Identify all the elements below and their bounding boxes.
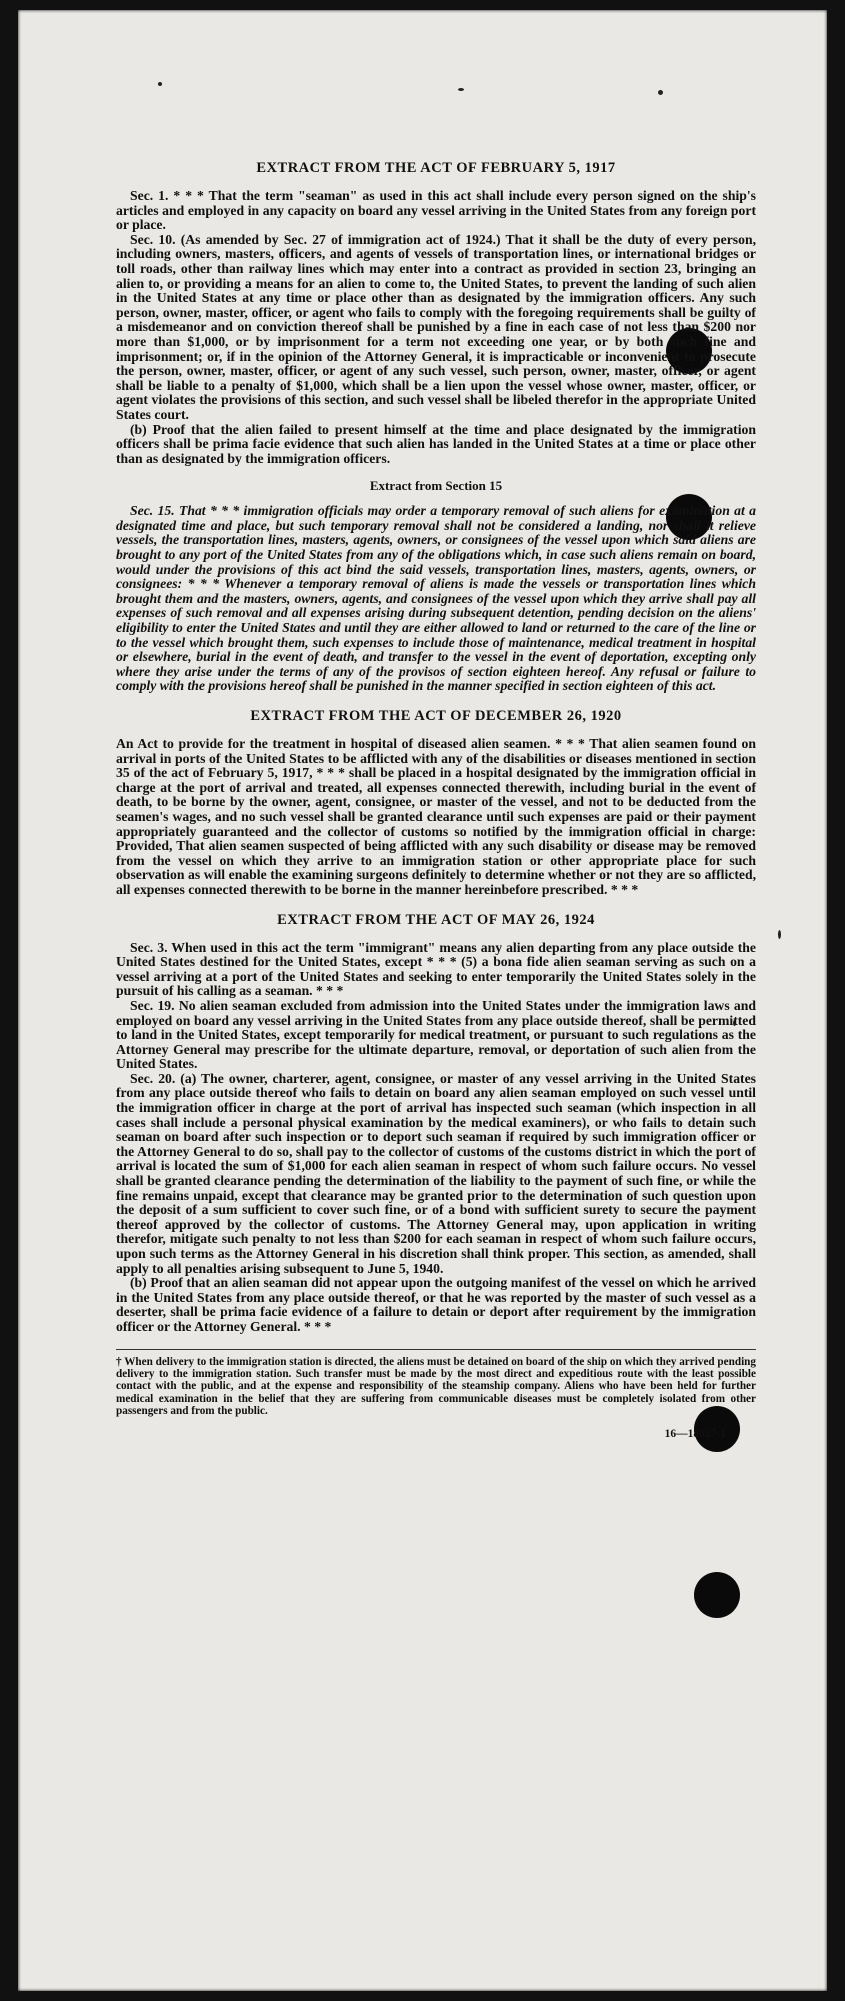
footnote: [116, 1349, 756, 1418]
paragraph: Sec. 20. (a) The owner, charterer, agent, consignee, or master of any vessel arriving in the United States from any place outside thereof who fails to detain on board any alien seaman employed on such vessel until the immigration officer in charge at the port of arrival has inspected such seaman (which inspection in all cases shall include a personal physical examination by the medical examiners), or who fails to detain such seaman on board after such inspection or to deport such seaman if required by such immigration officer or the Attorney General to do so, shall pay to the collector of customs of the customs district in which the port of arrival is located the sum of $1,000 for each alien seaman in respect of whom such failure occurs. No vessel shall be granted clearance pending the determination of the liability to the payment of such fine, or while the fine remains unpaid, except that clearance may be granted prior to the determination of such question upon the deposit of a sum sufficient to cover such fine, or of a bond with sufficient surety to secure the payment thereof approved by the collector of customs. The Attorney General may, upon application in writing therefor, mitigate such penalty to not less than $200 for each seaman in respect of whom such failure occurs, upon such terms as the Attorney General in his discretion shall think proper. This section, as amended, shall apply to all penalties arising subsequent to June 5, 1940.: [116, 1070, 756, 1276]
scan-speck: [658, 90, 663, 95]
section-heading: Extract from Section 15: [369, 478, 503, 494]
document-body: [116, 160, 756, 1440]
paragraph: Sec. 10. (As amended by Sec. 27 of immigration act of 1924.) That it shall be the duty of every person, including owners, masters, officers, and agents of vessels of transportation lines, or international bridges or toll roads, other than railway lines which may enter into a contract as provided in section 23, bringing an alien to, or providing a means for an alien to come to, the United States, to prevent the landing of such alien in the United States at any time or place other than as designated by the immigration officers. Any such person, owner, master, officer, or agent who fails to comply with the foregoing requirements shall be guilty of a misdemeanor and on conviction thereof shall be punished by a fine in each case of not less than $200 nor more than $1,000, or by imprisonment for a term not exceeding one year, or by both such fine and imprisonment; or, if in the opinion of the Attorney General, it is impracticable or inconvenient to prosecute the person, owner, master, officer, or agent of any such vessel, such person, owner, master, officer, or agent shall be liable to a penalty of $1,000, which shall be a lien upon the vessel whose owner, master, officer, or agent violates the provisions of this section, and such vessel shall be libeled therefor in the appropriate United States court.: [116, 231, 756, 422]
paragraph: Sec. 19. No alien seaman excluded from admission into the United States under the immigration laws and employed on board any vessel arriving in the United States from any place outside thereof, shall be permitted to land in the United States, except temporarily for medical treatment, or pursuant to such regulations as the Attorney General may prescribe for the ultimate departure, removal, or deportation of such alien from the United States.: [116, 997, 756, 1072]
section-heading: EXTRACT FROM THE ACT OF MAY 26, 1924: [277, 911, 595, 928]
paragraph: Sec. 3. When used in this act the term "immigrant" means any alien departing from any place outside the United States destined for the United States, except * * * (5) a bona fide alien seaman serving as such on a vessel arriving at a port of the United States and seeking to enter temporarily the United States solely in the pursuit of his calling as a seaman. * * *: [116, 939, 756, 999]
paragraph: Sec. 15. That * * * immigration officials may order a temporary removal of such aliens for examination at a designated time and place, but such temporary removal shall not be considered a landing, nor shall it relieve vessels, the transportation lines, masters, agents, owners, or consignees of the vessel upon which said aliens are brought to any port of the United States from any of the obligations which, in case such aliens remain on board, would under the provisions of this act bind the said vessels, transportation lines, masters, agents, owners, or consignees: * * * Whenever a temporary removal of aliens is made the vessels or transportation lines which brought them and the masters, owners, agents, and consignees of the vessel upon which they arrive shall pay all expenses of such removal and all expenses arising during subsequent detention, pending decision on the aliens' eligibility to enter the United States and until they are either allowed to land or returned to the care of the line or to the vessel which brought them, such expenses to include those of maintenance, medical treatment in hospital or elsewhere, burial in the event of death, and transfer to the vessel in the event of deportation, excepting only where they arise under the terms of any of the provisos of section eighteen hereof. Any refusal or failure to comply with the provisions hereof shall be punished in the manner specified in section eighteen of this act.: [116, 503, 756, 694]
punch-hole: [694, 1572, 740, 1618]
paragraph: (b) Proof that the alien failed to present himself at the time and place designated by the immigration officers shall be prima facie evidence that such alien has landed in the United States at a time or place other than as designated by the immigration officers.: [116, 421, 756, 466]
footnote-text: † When delivery to the immigration station is directed, the aliens must be detained on board of the ship on which they arrived pending delivery to the immigration station. Such transfer must be made by the most direct and expeditious route with the least possible contact with the public, and at the expense and responsibility of the steamship company. Aliens who have been held for further medical examination in the belief that they are suffering from communicable diseases must be completely isolated from other passengers and from the public.: [116, 1355, 756, 1418]
document-page: [18, 10, 827, 1991]
paragraph: (b) Proof that an alien seaman did not appear upon the outgoing manifest of the vessel on which he arrived in the United States from any place outside thereof, or that he was reported by the master of such vessel as a deserter, shall be prima facie evidence of a failure to detain or deport after requirement by the immigration officer or the Attorney General. * * *: [116, 1275, 756, 1334]
section-heading: EXTRACT FROM THE ACT OF FEBRUARY 5, 1917: [256, 160, 616, 176]
paragraph: Sec. 1. * * * That the term "seaman" as used in this act shall include every person signed on the ship's articles and employed in any capacity on board any vessel arriving in the United States from any foreign port or place.: [116, 188, 756, 233]
paragraph: An Act to provide for the treatment in hospital of diseased alien seamen. * * * That alien seamen found on arrival in ports of the United States to be afflicted with any of the disabilities or diseases mentioned in section 35 of the act of February 5, 1917, * * * shall be placed in a hospital designated by the immigration official in charge at the port of arrival and treated, all expenses connected therewith, including burial in the event of death, to be borne by the owner, agent, consignee, or master of the vessel, and not to be deducted from the seamen's wages, and no such vessel shall be granted clearance until such expenses are paid or their payment appropriately guaranteed and the collector of customs so notified by the immigration official in charge: Provided, That alien seamen suspected of being afflicted with any such disability or disease may be removed from the vessel on which they arrive to an immigration station or other appropriate place for such observation as will enable the examining surgeons definitely to determine whether or not they are so afflicted, all expenses connected therewith to be borne in the manner hereinbefore prescribed. * * *: [116, 736, 756, 897]
section-heading: EXTRACT FROM THE ACT OF DECEMBER 26, 1920: [250, 708, 622, 724]
scan-speck: [458, 88, 464, 91]
scan-speck: [778, 930, 781, 939]
scan-speck: [158, 82, 162, 86]
form-number: 16—18927-1: [664, 1427, 726, 1440]
